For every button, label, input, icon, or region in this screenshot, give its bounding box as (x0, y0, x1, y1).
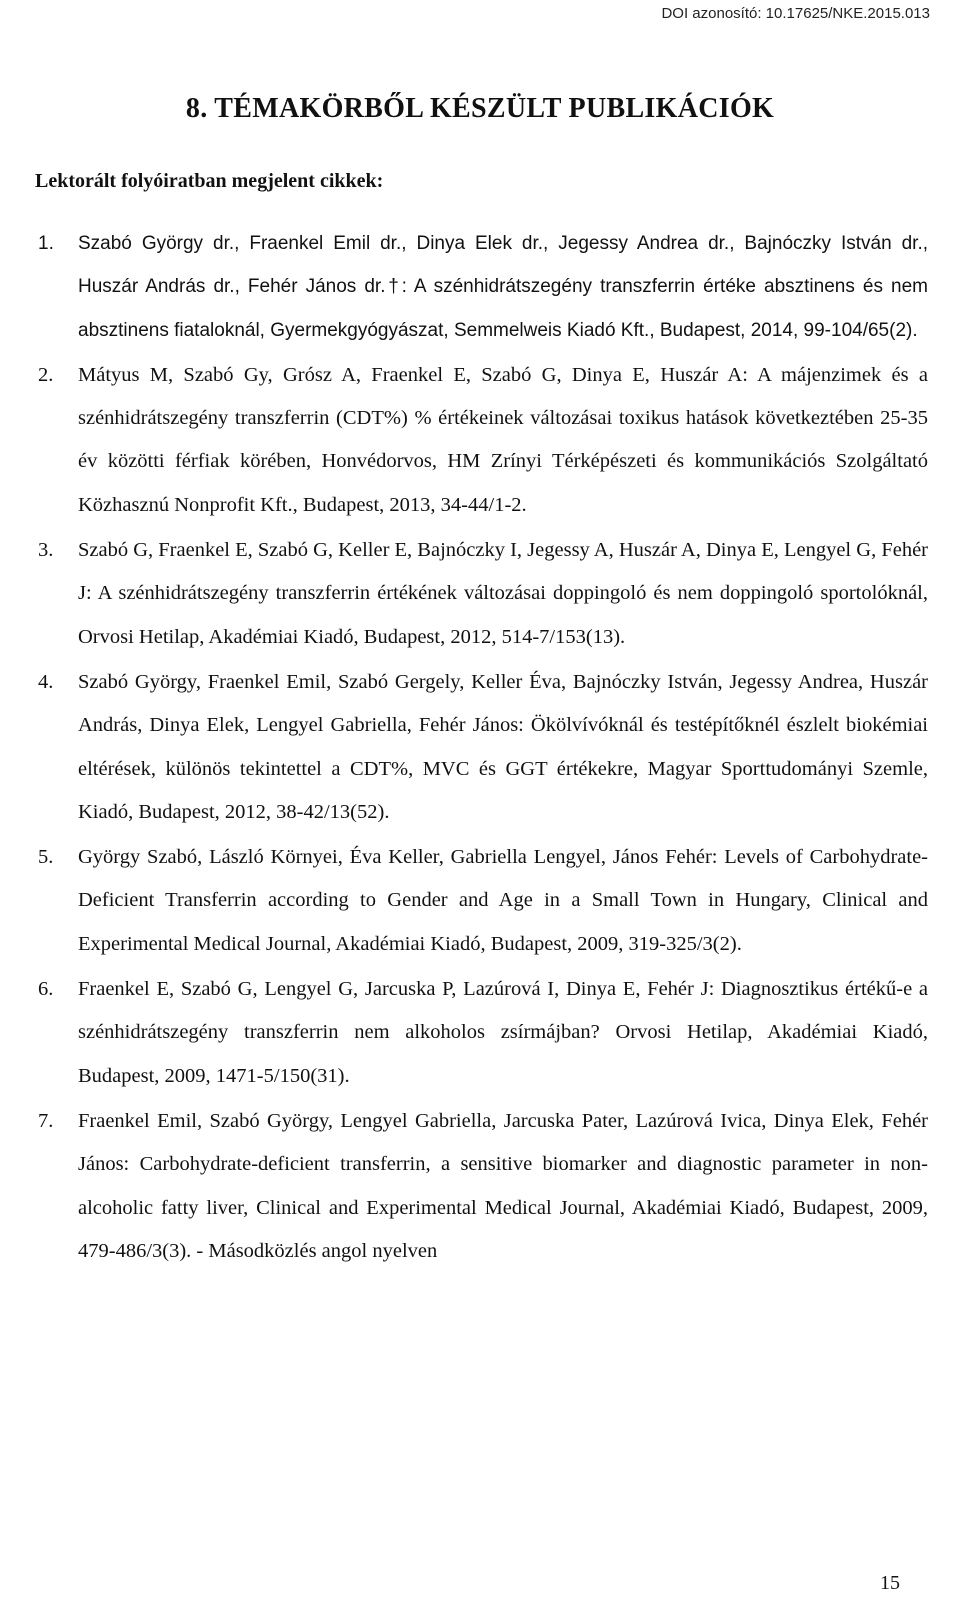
publication-text: Szabó György dr., Fraenkel Emil dr., Dinya Elek dr., Jegessy Andrea dr., Bajnóczky István dr., Huszár András dr., Fehér János dr.†: A szénhidrátszegény transzferrin értéke absztinens és nem absztinens fiataloknál, Gyermekgyógyászat, Semmelweis Kiadó Kft., Budapest, 2014, 99-104/65(2). (78, 233, 928, 341)
publication-item (35, 222, 928, 352)
publication-number: 7. (38, 1109, 54, 1132)
doi-identifier: DOI azonosító: 10.17625/NKE.2015.013 (661, 5, 930, 22)
publication-number: 2. (38, 363, 54, 386)
publication-number: 3. (38, 539, 54, 562)
publication-text: Mátyus M, Szabó Gy, Grósz A, Fraenkel E, Szabó G, Dinya E, Huszár A: A májenzimek és a szénhidrátszegény transzferrin (CDT%) % értékeinek változásai toxikus hatások következtében 25-35 év közötti férfiak körében, Honvédorvos, HM Zrínyi Térképészeti és kommunikációs Szolgáltató Közhasznú Nonprofit Kft., Budapest, 2013, 34-44/1-2. (78, 363, 928, 516)
publication-item (35, 661, 928, 834)
publication-item (35, 968, 928, 1098)
publication-number: 5. (38, 846, 54, 869)
publication-item (35, 354, 928, 527)
publication-number: 4. (38, 670, 54, 693)
publication-number: 6. (38, 978, 54, 1001)
publication-number: 1. (38, 233, 54, 254)
publication-text: Fraenkel Emil, Szabó György, Lengyel Gabriella, Jarcuska Pater, Lazúrová Ivica, Dinya Elek, Fehér János: Carbohydrate-deficient transferrin, a sensitive biomarker and diagnostic parameter in non-alcoholic fatty liver, Clinical and Experimental Medical Journal, Akadémiai Kiadó, Budapest, 2009, 479-486/3(3). - Másodközlés angol nyelven (78, 1109, 928, 1262)
publication-text: György Szabó, László Környei, Éva Keller, Gabriella Lengyel, János Fehér: Levels of Carbohydrate-Deficient Transferrin according to Gender and Age in a Small Town in Hungary, Clinical and Experimental Medical Journal, Akadémiai Kiadó, Budapest, 2009, 319-325/3(2). (78, 846, 928, 955)
publication-item (35, 1100, 928, 1273)
subsection-heading: Lektorált folyóiratban megjelent cikkek: (35, 170, 384, 192)
publication-item (35, 836, 928, 966)
publication-item (35, 529, 928, 659)
publication-text: Szabó G, Fraenkel E, Szabó G, Keller E, Bajnóczky I, Jegessy A, Huszár A, Dinya E, Lengyel G, Fehér J: A szénhidrátszegény transzferrin értékének változásai doppingoló és nem doppingoló sportolóknál, Orvosi Hetilap, Akadémiai Kiadó, Budapest, 2012, 514-7/153(13). (78, 539, 928, 648)
page-number: 15 (880, 1572, 900, 1594)
publication-list (35, 222, 928, 1275)
publication-text: Fraenkel E, Szabó G, Lengyel G, Jarcuska P, Lazúrová I, Dinya E, Fehér J: Diagnosztikus értékű-e a szénhidrátszegény transzferrin nem alkoholos zsírmájban? Orvosi Hetilap, Akadémiai Kiadó, Budapest, 2009, 1471-5/150(31). (78, 978, 928, 1087)
section-heading: 8. TÉMAKÖRBŐL KÉSZÜLT PUBLIKÁCIÓK (185, 93, 775, 124)
publication-text: Szabó György, Fraenkel Emil, Szabó Gergely, Keller Éva, Bajnóczky István, Jegessy Andrea, Huszár András, Dinya Elek, Lengyel Gabriella, Fehér János: Ökölvívóknál és testépítőknél észlelt biokémiai eltérések, különös tekintettel a CDT%, MVC és GGT értékekre, Magyar Sporttudományi Szemle, Kiadó, Budapest, 2012, 38-42/13(52). (78, 670, 928, 823)
